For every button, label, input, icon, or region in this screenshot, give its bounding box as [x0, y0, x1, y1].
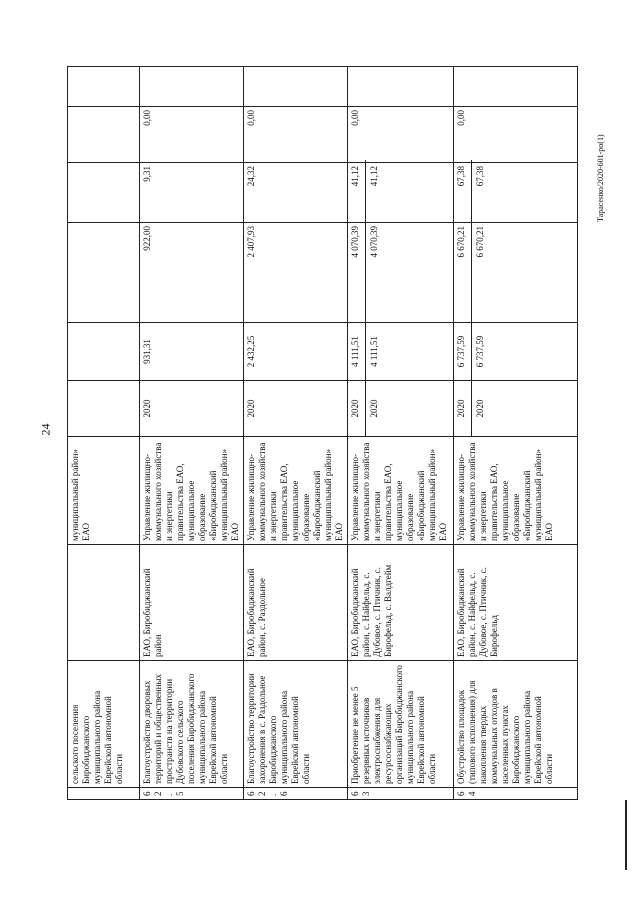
- event-local: [68, 107, 140, 163]
- event-name: Благоустройство дворовых территорий и общественных пространств на территории Дубовского сельского поселения Биробиджанского муниципального района Еврейской автономной области: [140, 661, 244, 788]
- event-federal: 2 407,93: [244, 223, 348, 323]
- row-number: 63: [348, 788, 454, 800]
- empty-cell: [348, 67, 454, 107]
- event-name: Приобретение не менее 5 резервных источников электроснабжения для ресурсоснабжающих организаций Биробиджанского муниципального района Еврейской автономной области: [348, 661, 454, 788]
- event-federal: [68, 223, 140, 323]
- table-row: [454, 67, 578, 800]
- event-total-sub: 6 737,59: [471, 323, 486, 380]
- event-local: 0,00: [244, 107, 348, 163]
- event-name: Обустройство площадок (типового исполнения) для накопления твердых коммунальных отходов в населенных пунктах Биробиджанского муниципального района Еврейской автономной области: [454, 661, 578, 788]
- event-location: ЕАО, Биробиджанский район, с. Найфельд, с. Дубовое, с. Птичник, с. Бирофельд, с. Валдгейм: [348, 545, 454, 661]
- event-location: ЕАО, Биробиджанский район: [140, 545, 244, 661]
- event-year: [454, 381, 578, 437]
- event-year-sub: 2020: [365, 381, 380, 436]
- event-year: [68, 381, 140, 437]
- event-location: ЕАО, Биробиджанский район, с. Найфельд, с. Дубовое, с. Птичник, с. Бирофельд: [454, 545, 578, 661]
- event-local: 0,00: [140, 107, 244, 163]
- event-total-main: 4 111,51: [350, 336, 360, 367]
- event-federal-main: 4 070,39: [350, 226, 360, 258]
- event-year: 2020: [140, 381, 244, 437]
- row-number: 62.5: [140, 788, 244, 800]
- event-federal-sub: 6 670,21: [471, 220, 486, 322]
- event-name: Благоустройство территории захоронения в с. Раздольное Биробиджанского муниципального района Еврейской автономной области: [244, 661, 348, 788]
- event-federal: 922,00: [140, 223, 244, 323]
- event-total: [454, 323, 578, 381]
- document-id: Тарасенко/2020-601-ро(1): [596, 134, 605, 222]
- event-total: 2 432,25: [244, 323, 348, 381]
- event-total-sub: 4 111,51: [365, 323, 380, 380]
- event-name: сельского поселения Биробиджанского муниципального района Еврейской автономной области: [68, 661, 140, 788]
- table-row: [68, 67, 140, 800]
- event-year: 2020: [244, 381, 348, 437]
- event-executor: муниципальный район» ЕАО: [68, 437, 140, 545]
- event-regional-sub: 41,12: [365, 160, 380, 222]
- event-regional-main: 41,12: [350, 166, 360, 187]
- program-table: [67, 66, 578, 800]
- event-regional: [348, 163, 454, 223]
- event-year-sub: 2020: [471, 381, 486, 436]
- event-federal-sub: 4 070,39: [365, 220, 380, 322]
- event-total: [68, 323, 140, 381]
- event-local: 0,00: [348, 107, 454, 163]
- event-executor: Управление жилищно-коммунального хозяйства и энергетики правительства ЕАО, муниципальное образование «Биробиджанский муниципальный район» ЕАО: [454, 437, 578, 545]
- event-year-main: 2020: [350, 399, 360, 418]
- row-number: 64: [454, 788, 578, 800]
- event-total: [348, 323, 454, 381]
- event-total-main: 6 737,59: [456, 335, 466, 368]
- event-total: 931,31: [140, 323, 244, 381]
- event-regional: 24,32: [244, 163, 348, 223]
- event-executor: Управление жилищно-коммунального хозяйства и энергетики правительства ЕАО, муниципальное образование «Биробиджанский муниципальный район» ЕАО: [348, 437, 454, 545]
- scan-margin-bar: [625, 800, 627, 870]
- event-regional-sub: 67,38: [471, 160, 486, 222]
- page-number: 24: [38, 423, 53, 436]
- empty-cell: [68, 67, 140, 107]
- event-year-main: 2020: [456, 399, 466, 418]
- row-number: 62.6: [244, 788, 348, 800]
- empty-cell: [140, 67, 244, 107]
- table-row: [348, 67, 454, 800]
- empty-cell: [244, 67, 348, 107]
- event-year: [348, 381, 454, 437]
- event-regional: [454, 163, 578, 223]
- row-number: [68, 788, 140, 800]
- rotated-table-wrapper: [67, 67, 556, 800]
- table-row: [140, 67, 244, 800]
- event-executor: Управление жилищно-коммунального хозяйства и энергетики правительства ЕАО, муниципальное образование «Биробиджанский муниципальный район» ЕАО: [244, 437, 348, 545]
- event-local: 0,00: [454, 107, 578, 163]
- event-federal: [348, 223, 454, 323]
- event-executor: Управление жилищно-коммунального хозяйства и энергетики правительства ЕАО, муниципальное образование «Биробиджанский муниципальный район» ЕАО: [140, 437, 244, 545]
- event-location: [68, 545, 140, 661]
- event-regional-main: 67,38: [456, 166, 466, 187]
- event-regional: 9,31: [140, 163, 244, 223]
- event-federal: [454, 223, 578, 323]
- event-regional: [68, 163, 140, 223]
- table-row: [244, 67, 348, 800]
- event-location: ЕАО, Биробиджанский район, с. Раздольное: [244, 545, 348, 661]
- empty-cell: [454, 67, 578, 107]
- event-federal-main: 6 670,21: [456, 226, 466, 258]
